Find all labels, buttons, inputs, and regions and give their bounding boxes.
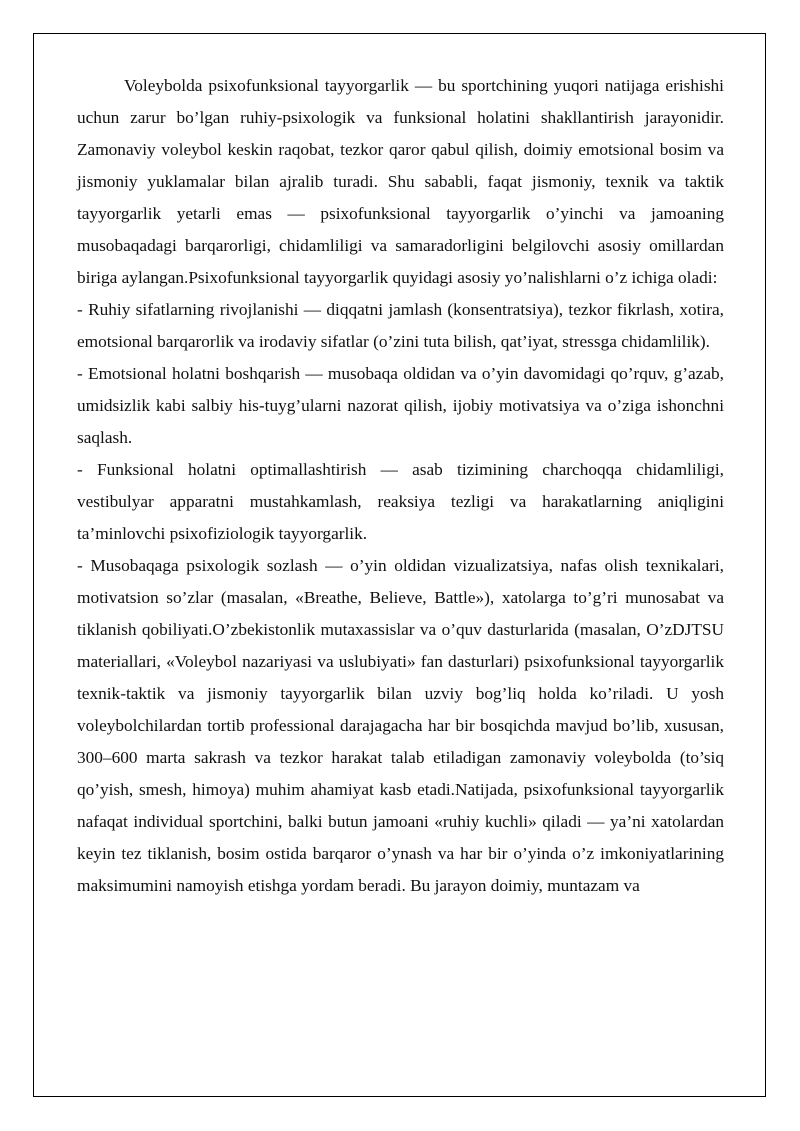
- intro-paragraph: Voleybolda psixofunksional tayyorgarlik — bu sportchining yuqori natijaga erishishi uchun zarur bo’lgan ruhiy-psixologik va funksional holatini shakllantirish jarayonidir. Zamonaviy voleybol keskin raqobat, tezkor qaror qabul qilish, doimiy emotsional bosim va jismoniy yuklamalar bilan ajralib turadi. Shu sababli, faqat jismoniy, texnik va taktik tayyorgarlik yetarli emas — psixofunksional tayyorgarlik o’yinchi va jamoaning musobaqadagi barqarorligi, chidamliligi va samaradorligini belgilovchi asosiy omillardan biriga aylangan.Psixofunksional tayyorgarlik quyidagi asosiy yo’nalishlarni o’z ichiga oladi:: [77, 76, 724, 287]
- list-item-emotional-control: - Emotsional holatni boshqarish — musobaqa oldidan va o’yin davomidagi qo’rquv, g’azab, umidsizlik kabi salbiy his-tuyg’ularni nazorat qilish, ijobiy motivatsiya va o’ziga ishonchni saqlash.: [77, 364, 724, 447]
- list-item-psychological-setup: - Musobaqaga psixologik sozlash — o’yin oldidan vizualizatsiya, nafas olish texnikalari, motivatsion so’zlar (masalan, «Breathe, Believe, Battle»), xatolarga to’g’ri munosabat va tiklanish qobiliyati.O’zbekistonlik mutaxassislar va o’quv dasturlarida (masalan, O’zDJTSU materiallari, «Voleybol nazariyasi va uslubiyati» fan dasturlari) psixofunksional tayyorgarlik texnik-taktik va jismoniy tayyorgarlik bilan uzviy bog’liq holda ko’riladi. U yosh voleybolchilardan tortib professional darajagacha har bir bosqichda mavjud bo’lib, xususan, 300–600 marta sakrash va tezkor harakat talab etiladigan zamonaviy voleybolda (to’siq qo’yish, smesh, himoya) muhim ahamiyat kasb etadi.Natijada, psixofunksional tayyorgarlik nafaqat individual sportchini, balki butun jamoani «ruhiy kuchli» qiladi — ya’ni xatolardan keyin tez tiklanish, bosim ostida barqaror o’ynash va har bir o’yinda o’z imkoniyatlarining maksimumini namoyish etishga yordam beradi. Bu jarayon doimiy, muntazam va: [77, 556, 724, 895]
- document-body: [77, 70, 724, 902]
- list-item-functional-optimization: - Funksional holatni optimallashtirish — asab tizimining charchoqqa chidamliligi, vestibulyar apparatni mustahkamlash, reaksiya tezligi va harakatlarning aniqligini ta’minlovchi psixofiziologik tayyorgarlik.: [77, 460, 724, 543]
- list-item-mental-qualities: - Ruhiy sifatlarning rivojlanishi — diqqatni jamlash (konsentratsiya), tezkor fikrlash, xotira, emotsional barqarorlik va irodaviy sifatlar (o’zini tuta bilish, qat’iyat, stressga chidamlilik).: [77, 300, 724, 351]
